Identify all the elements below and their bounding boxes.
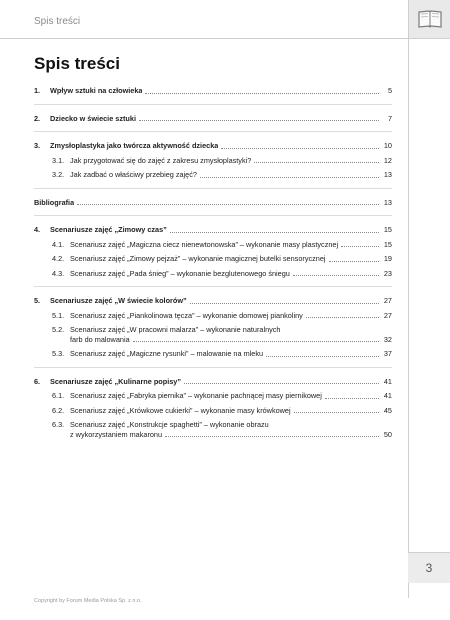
toc-subentry-page: 32 — [383, 334, 392, 344]
toc-entry-page: 5 — [387, 86, 392, 95]
toc-subentry-page: 19 — [383, 254, 392, 263]
toc-subentry-label: Jak przygotować się do zajęć z zakresu zmysłoplastyki? — [70, 155, 252, 165]
toc-subentry-3-1[interactable] — [34, 156, 392, 166]
toc-subentry-number: 5.1. — [52, 310, 65, 320]
toc-subentry-number: 3.2. — [52, 170, 65, 179]
toc-subentry-number: 6.1. — [52, 391, 65, 400]
toc-subentry-5-1[interactable] — [34, 311, 392, 321]
toc-subentry-label-line1: Scenariusz zajęć „W pracowni malarza” – wykonanie naturalnych — [70, 325, 281, 334]
header-rule — [0, 38, 450, 39]
toc-subentry-label-line1: Scenariusz zajęć „Konstrukcje spaghetti” – wykonanie obrazu — [70, 420, 269, 429]
dot-leader — [254, 162, 379, 163]
toc-subentry-page: 23 — [383, 268, 392, 278]
header-title: Spis treści — [34, 16, 81, 27]
dot-leader — [170, 232, 379, 233]
toc-subentry-page: 15 — [383, 239, 392, 249]
toc-subentry-page: 45 — [383, 405, 392, 415]
toc-subentry-number: 3.1. — [52, 155, 65, 165]
toc-subentry-page: 41 — [383, 391, 392, 400]
toc-entry-number: 2. — [34, 113, 41, 123]
toc-entry-bibliography[interactable] — [34, 198, 392, 208]
toc-subentry-number: 4.2. — [52, 254, 65, 263]
toc-entry-page: 10 — [383, 141, 392, 150]
toc-entry-4[interactable] — [34, 225, 392, 235]
toc-subentry-6-2[interactable] — [34, 406, 392, 416]
toc-title: Spis treści — [34, 54, 120, 73]
toc-subentry-label: Scenariusz zajęć „Fabryka piernika” – wykonanie pachnącej masy piernikowej — [70, 391, 322, 400]
toc-entry-number: 4. — [34, 225, 41, 234]
divider — [34, 286, 392, 287]
toc-subentry-number: 5.3. — [52, 349, 65, 358]
dot-leader — [266, 356, 379, 357]
dot-leader — [139, 120, 379, 121]
toc-subentry-label: farb do malowania — [70, 334, 130, 344]
toc-entry-page: 13 — [383, 197, 392, 207]
dot-leader — [325, 398, 379, 399]
table-of-contents — [34, 86, 392, 439]
dot-leader — [165, 436, 379, 437]
toc-subentry-page: 27 — [383, 310, 392, 320]
toc-subentry-page: 50 — [383, 429, 392, 439]
toc-entry-page: 7 — [387, 113, 392, 123]
divider — [34, 188, 392, 189]
toc-subentry-number: 4.1. — [52, 239, 65, 249]
toc-entry-number: 6. — [34, 376, 41, 386]
dot-leader — [306, 317, 379, 318]
toc-entry-label: Wpływ sztuki na człowieka — [50, 86, 143, 95]
toc-entry-label: Bibliografia — [34, 197, 75, 207]
toc-subentry-label: Scenariusz zajęć „Zimowy pejzaż” – wykonanie magicznej butelki sensorycznej — [70, 254, 326, 263]
toc-subentry-label: Scenariusz zajęć „Pada śnieg” – wykonanie bezglutenowego śniegu — [70, 268, 290, 278]
toc-entry-page: 15 — [383, 225, 392, 234]
toc-subentry-number: 6.2. — [52, 405, 65, 415]
toc-entry-number: 1. — [34, 86, 41, 95]
toc-entry-6[interactable] — [34, 377, 392, 387]
dot-leader — [294, 412, 379, 413]
toc-entry-number: 3. — [34, 141, 41, 150]
dot-leader — [190, 303, 379, 304]
right-rule — [408, 38, 409, 598]
dot-leader — [293, 275, 379, 276]
dot-leader — [77, 204, 379, 205]
toc-entry-label: Zmysłoplastyka jako twórcza aktywność dziecka — [50, 141, 219, 150]
toc-subentry-label: Scenariusz zajęć „Magiczna ciecz nienewtonowska” – wykonanie masy plastycznej — [70, 239, 339, 249]
toc-subentry-number: 5.2. — [52, 325, 65, 334]
toc-subentry-4-3[interactable] — [34, 269, 392, 279]
dot-leader — [341, 246, 379, 247]
toc-subentry-5-3[interactable] — [34, 349, 392, 359]
divider — [34, 367, 392, 368]
dot-leader — [200, 177, 379, 178]
toc-subentry-4-1[interactable] — [34, 240, 392, 250]
dot-leader — [145, 93, 379, 94]
toc-subentry-number: 4.3. — [52, 268, 65, 278]
toc-subentry-page: 12 — [383, 155, 392, 165]
copyright-footer: Copyright by Forum Media Polska Sp. z o.o. — [34, 598, 142, 604]
toc-subentry-page: 13 — [383, 170, 392, 179]
toc-subentry-label: z wykorzystaniem makaronu — [70, 429, 163, 439]
divider — [34, 104, 392, 105]
toc-entry-1[interactable] — [34, 86, 392, 96]
toc-subentry-label: Scenariusz zajęć „Krówkowe cukierki” – wykonanie masy krówkowej — [70, 405, 291, 415]
toc-entry-5[interactable] — [34, 296, 392, 306]
dot-leader — [133, 341, 379, 342]
toc-subentry-5-2[interactable] — [34, 325, 392, 344]
toc-subentry-page: 37 — [383, 349, 392, 358]
dot-leader — [329, 261, 380, 262]
toc-entry-2[interactable] — [34, 114, 392, 124]
divider — [34, 131, 392, 132]
divider — [34, 215, 392, 216]
toc-entry-label: Scenariusze zajęć „Zimowy czas” — [50, 225, 167, 234]
toc-subentry-label: Jak zadbać o właściwy przebieg zajęć? — [70, 170, 197, 179]
toc-entry-label: Scenariusze zajęć „Kulinarne popisy” — [50, 376, 181, 386]
toc-subentry-6-3[interactable] — [34, 420, 392, 439]
page-number: 3 — [408, 552, 450, 583]
toc-subentry-3-2[interactable] — [34, 170, 392, 180]
toc-entry-number: 5. — [34, 296, 41, 305]
book-tab[interactable] — [408, 0, 450, 38]
toc-subentry-label: Scenariusz zajęć „Magiczne rysunki” – malowanie na mleku — [70, 349, 264, 358]
toc-entry-page: 27 — [383, 296, 392, 305]
book-icon — [417, 8, 443, 30]
toc-entry-3[interactable] — [34, 141, 392, 151]
toc-entry-label: Scenariusze zajęć „W świecie kolorów” — [50, 296, 187, 305]
toc-subentry-label: Scenariusz zajęć „Piankolinowa tęcza” – wykonanie domowej piankoliny — [70, 310, 303, 320]
toc-entry-page: 41 — [383, 376, 392, 386]
toc-subentry-number: 6.3. — [52, 420, 65, 429]
toc-subentry-6-1[interactable] — [34, 391, 392, 401]
dot-leader — [184, 383, 379, 384]
toc-entry-label: Dziecko w świecie sztuki — [50, 113, 136, 123]
toc-subentry-4-2[interactable] — [34, 254, 392, 264]
dot-leader — [221, 148, 379, 149]
